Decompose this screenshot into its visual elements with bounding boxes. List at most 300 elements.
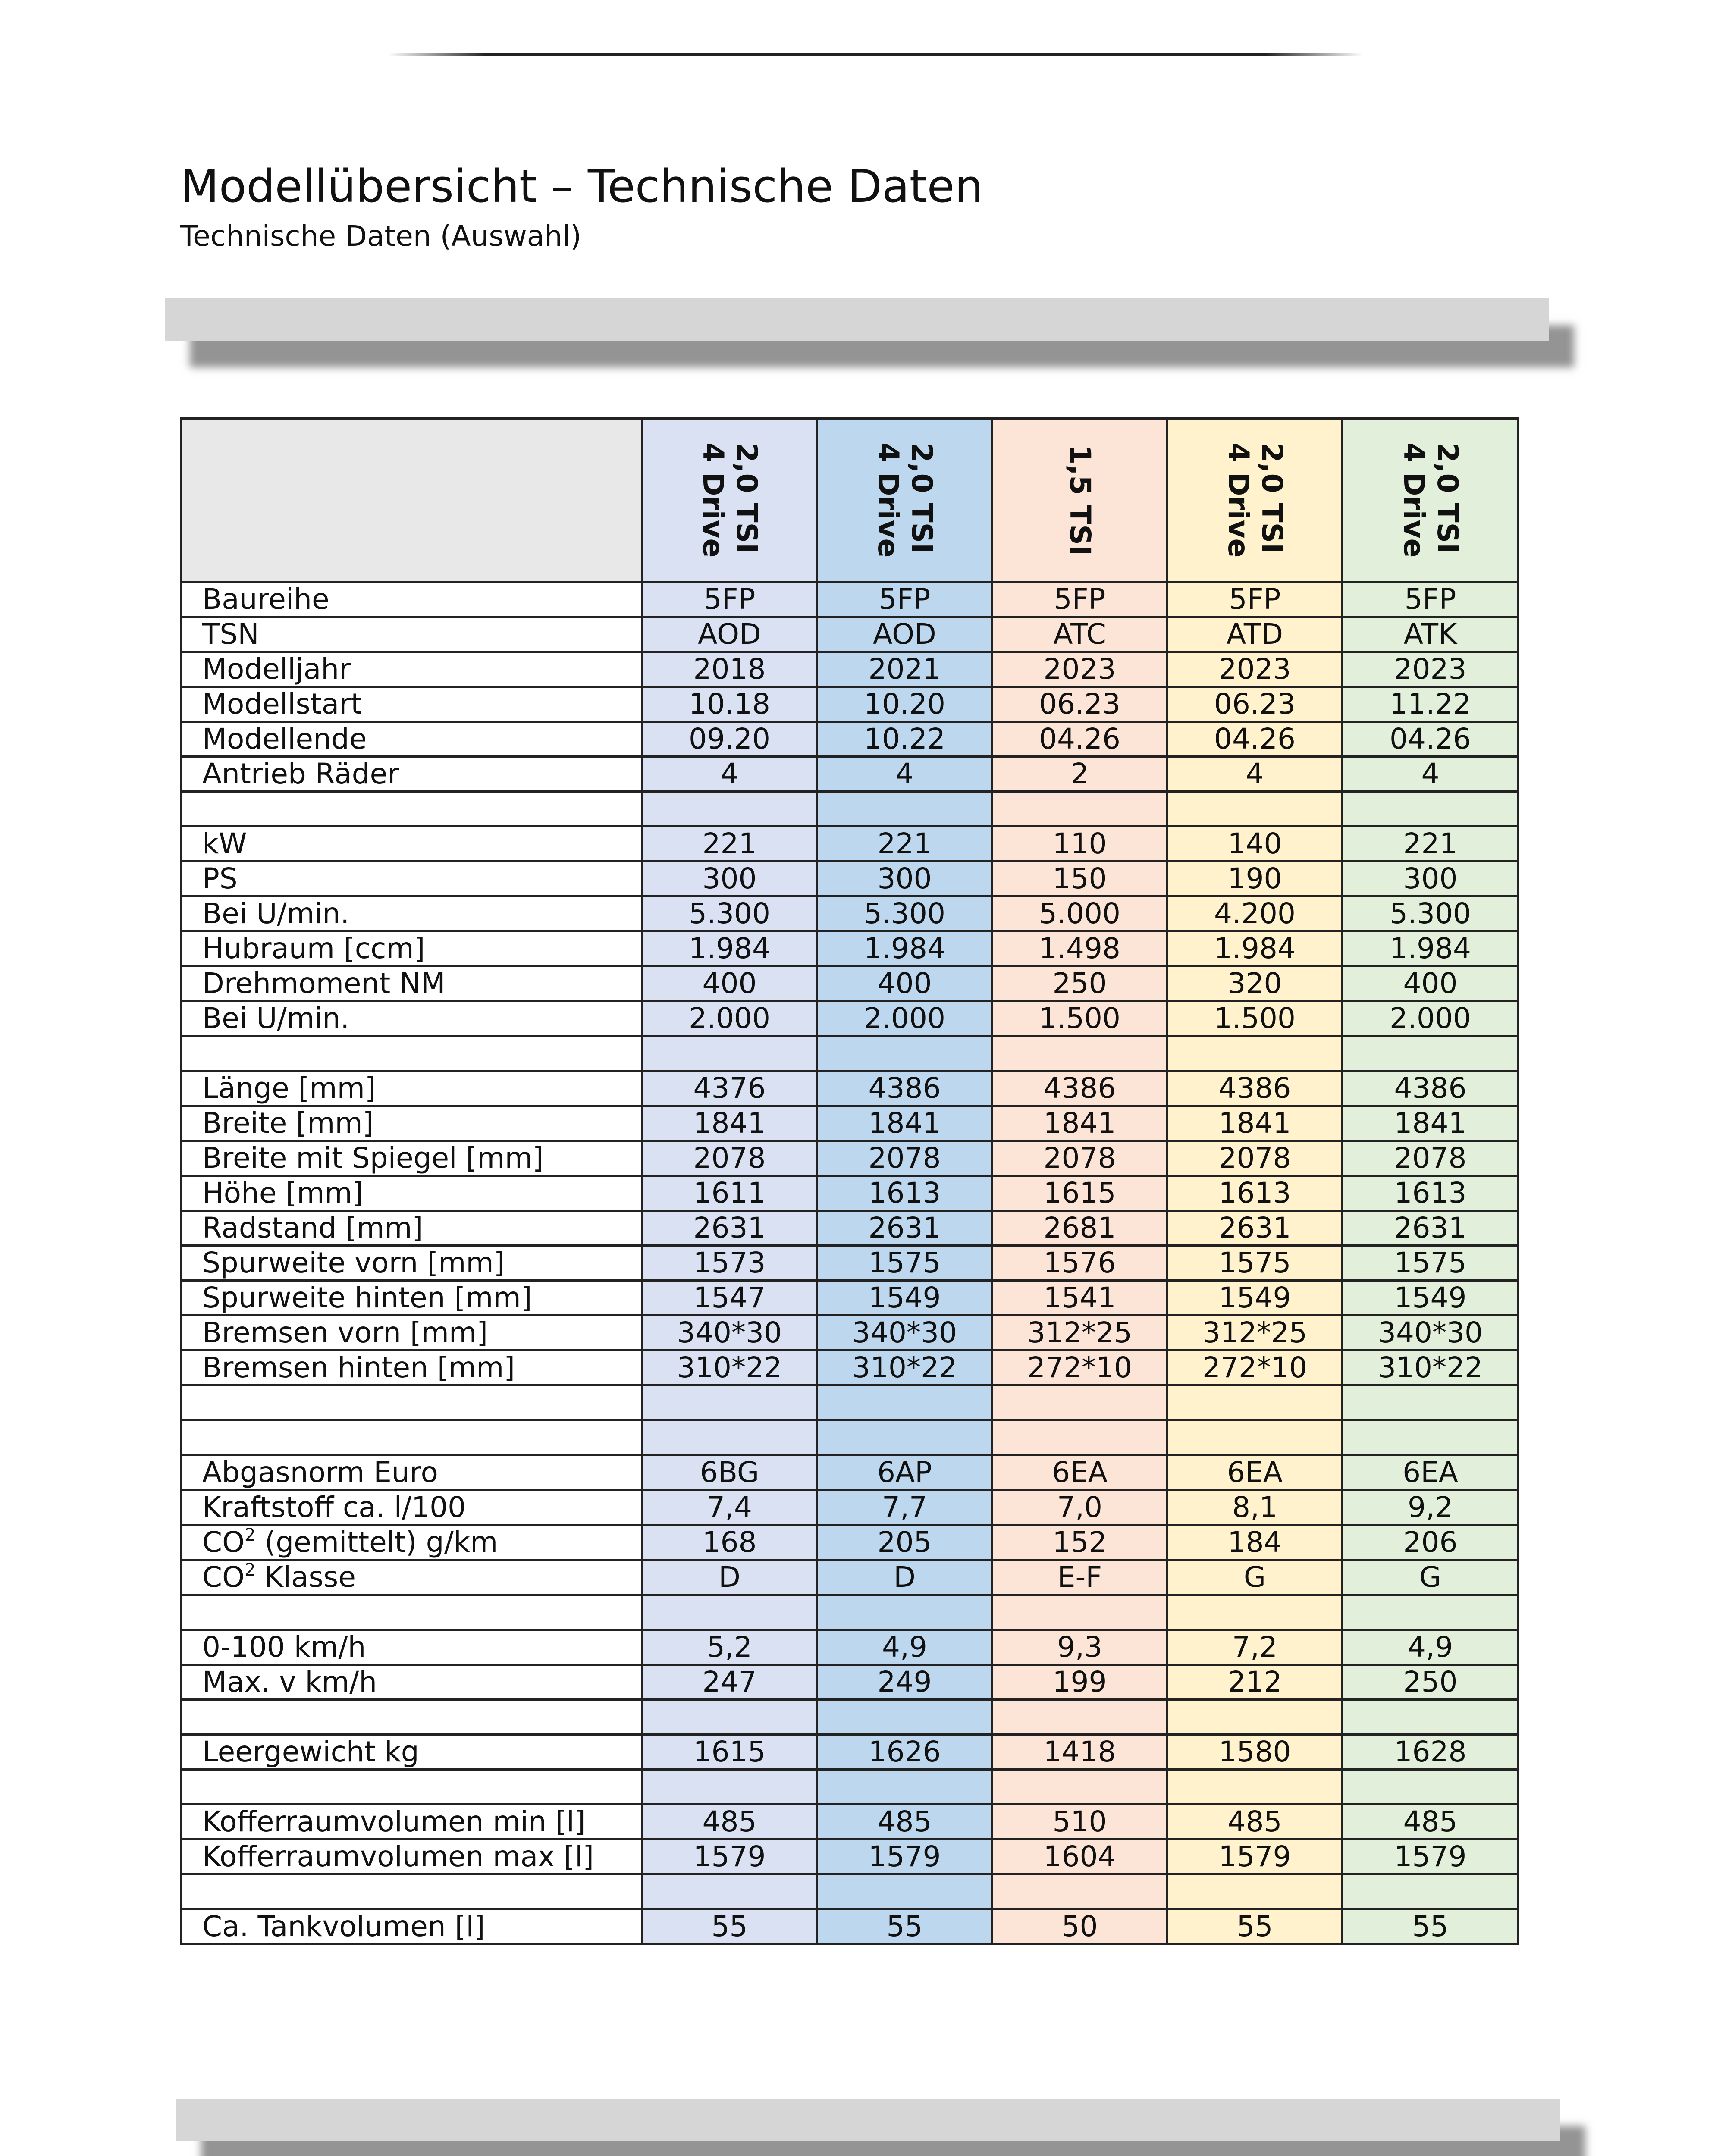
row-label-text: Bei U/min.: [202, 1002, 350, 1035]
table-cell: 1549: [817, 1281, 992, 1316]
table-cell: 55: [1343, 1909, 1519, 1944]
table-cell: G: [1343, 1560, 1519, 1595]
table-cell: 6EA: [1343, 1455, 1519, 1490]
table-cell: 249: [817, 1665, 992, 1700]
table-cell: [1343, 1700, 1519, 1735]
table-cell: 1575: [1343, 1246, 1519, 1281]
row-label: [182, 1560, 642, 1595]
row-label: [182, 1211, 642, 1246]
table-cell: 320: [1167, 966, 1343, 1001]
table-cell: 2021: [817, 652, 992, 687]
table-cell: 2.000: [1343, 1001, 1519, 1036]
table-cell: 400: [1343, 966, 1519, 1001]
table-row: [182, 687, 1519, 722]
row-label-text: Breite mit Spiegel [mm]: [202, 1141, 544, 1175]
table-row: [182, 966, 1519, 1001]
table-cell: 247: [642, 1665, 817, 1700]
table-cell: 1615: [992, 1176, 1167, 1211]
table-cell: 312*25: [1167, 1316, 1343, 1351]
table-cell: [992, 1036, 1167, 1071]
row-label: [182, 1176, 642, 1211]
table-cell: [1343, 1595, 1519, 1630]
row-label: [182, 1595, 642, 1630]
table-cell: 400: [642, 966, 817, 1001]
page-title: Modellübersicht – Technische Daten: [180, 160, 983, 213]
table-row: [182, 1595, 1519, 1630]
row-label: [182, 1525, 642, 1560]
table-cell: 55: [642, 1909, 817, 1944]
table-cell: 272*10: [1167, 1351, 1343, 1385]
table-cell: 1.500: [1167, 1001, 1343, 1036]
table-cell: 272*10: [992, 1351, 1167, 1385]
table-cell: 1575: [817, 1246, 992, 1281]
column-header-0: [642, 419, 817, 582]
table-cell: [817, 1595, 992, 1630]
row-label: [182, 1001, 642, 1036]
table-cell: 1841: [1343, 1106, 1519, 1141]
table-cell: G: [1167, 1560, 1343, 1595]
table-row: [182, 827, 1519, 862]
table-cell: [642, 1595, 817, 1630]
table-row: [182, 582, 1519, 617]
footer-band: [176, 2099, 1560, 2141]
row-label-text: Kofferraumvolumen max [l]: [202, 1840, 594, 1873]
table-cell: 221: [817, 827, 992, 862]
table-cell: 2631: [1343, 1211, 1519, 1246]
row-label: [182, 1141, 642, 1176]
column-header-4: [1343, 419, 1519, 582]
table-cell: 199: [992, 1665, 1167, 1700]
table-cell: [642, 1036, 817, 1071]
table-cell: 7,0: [992, 1490, 1167, 1525]
table-cell: [817, 792, 992, 827]
table-cell: 06.23: [992, 687, 1167, 722]
table-cell: 6AP: [817, 1455, 992, 1490]
table-cell: 2078: [992, 1141, 1167, 1176]
table-cell: 1.984: [642, 931, 817, 966]
column-header-3: [1167, 419, 1343, 582]
table-cell: [1343, 1420, 1519, 1455]
table-cell: 4: [1343, 757, 1519, 792]
table-cell: 1579: [1167, 1839, 1343, 1874]
row-label-text: Modellende: [202, 722, 367, 755]
table-cell: E-F: [992, 1560, 1167, 1595]
row-label-text: Modelljahr: [202, 652, 351, 686]
table-cell: 1549: [1167, 1281, 1343, 1316]
table-header-row: [182, 419, 1519, 582]
table-cell: 2631: [817, 1211, 992, 1246]
table-cell: 206: [1343, 1525, 1519, 1560]
table-row: [182, 1141, 1519, 1176]
table-cell: 485: [817, 1805, 992, 1839]
table-cell: ATK: [1343, 617, 1519, 652]
table-cell: ATC: [992, 617, 1167, 652]
table-cell: 2631: [1167, 1211, 1343, 1246]
table-cell: 1547: [642, 1281, 817, 1316]
table-row: [182, 1281, 1519, 1316]
table-cell: 340*30: [817, 1316, 992, 1351]
table-cell: 1418: [992, 1735, 1167, 1770]
table-cell: AOD: [817, 617, 992, 652]
table-cell: [992, 1595, 1167, 1630]
table-cell: 485: [1343, 1805, 1519, 1839]
row-label-text: Hubraum [ccm]: [202, 932, 425, 965]
column-header-line1: 2,0 TSI: [905, 442, 938, 554]
table-cell: 150: [992, 862, 1167, 896]
row-label-text: Leergewicht kg: [202, 1735, 419, 1768]
table-cell: 310*22: [642, 1351, 817, 1385]
table-cell: [817, 1036, 992, 1071]
row-label: [182, 1351, 642, 1385]
table-cell: [1167, 1874, 1343, 1909]
table-row: [182, 1211, 1519, 1246]
table-cell: 4: [642, 757, 817, 792]
row-label: [182, 1490, 642, 1525]
table-cell: 4386: [1167, 1071, 1343, 1106]
table-cell: [642, 1874, 817, 1909]
table-cell: [817, 1700, 992, 1735]
table-cell: [992, 1420, 1167, 1455]
table-cell: D: [817, 1560, 992, 1595]
table-cell: 4376: [642, 1071, 817, 1106]
row-label: [182, 931, 642, 966]
table-cell: 6EA: [1167, 1455, 1343, 1490]
table-row: [182, 931, 1519, 966]
table-cell: 11.22: [1343, 687, 1519, 722]
table-row: [182, 1455, 1519, 1490]
table-cell: 1.984: [1343, 931, 1519, 966]
table-cell: 4: [817, 757, 992, 792]
row-label: [182, 687, 642, 722]
table-cell: 2023: [1167, 652, 1343, 687]
row-label: [182, 617, 642, 652]
row-label: [182, 1316, 642, 1351]
table-cell: 5FP: [1167, 582, 1343, 617]
row-label-text: Radstand [mm]: [202, 1211, 424, 1244]
table-cell: 10.20: [817, 687, 992, 722]
table-row: [182, 1001, 1519, 1036]
row-label: [182, 1106, 642, 1141]
table-cell: 152: [992, 1525, 1167, 1560]
table-cell: 5FP: [642, 582, 817, 617]
table-row: [182, 896, 1519, 931]
table-cell: 04.26: [992, 722, 1167, 757]
table-cell: 2023: [1343, 652, 1519, 687]
row-label-text: CO: [202, 1526, 245, 1559]
row-label: [182, 1420, 642, 1455]
table-cell: 5FP: [817, 582, 992, 617]
table-cell: 04.26: [1343, 722, 1519, 757]
table-cell: [1343, 1770, 1519, 1805]
table-cell: 1.984: [1167, 931, 1343, 966]
table-row: [182, 1770, 1519, 1805]
table-row: [182, 1176, 1519, 1211]
row-label-text: Spurweite hinten [mm]: [202, 1281, 532, 1314]
table-cell: [1167, 1420, 1343, 1455]
table-cell: 4,9: [1343, 1630, 1519, 1665]
column-header-1: [817, 419, 992, 582]
row-label-text: Baureihe: [202, 583, 329, 616]
table-cell: [1343, 1036, 1519, 1071]
table-cell: 2078: [1343, 1141, 1519, 1176]
table-cell: 1615: [642, 1735, 817, 1770]
column-header-line2: 4 Drive: [696, 442, 730, 558]
row-label: [182, 896, 642, 931]
row-label-text: Drehmoment NM: [202, 967, 446, 1000]
table-cell: 1841: [817, 1106, 992, 1141]
table-cell: 221: [642, 827, 817, 862]
table-cell: [642, 1385, 817, 1420]
table-cell: 9,3: [992, 1630, 1167, 1665]
table-cell: [817, 1874, 992, 1909]
table-cell: [642, 792, 817, 827]
table-cell: 8,1: [1167, 1490, 1343, 1525]
table-cell: [817, 1385, 992, 1420]
table-cell: 4,9: [817, 1630, 992, 1665]
table-cell: 2078: [1167, 1141, 1343, 1176]
table-cell: 7,2: [1167, 1630, 1343, 1665]
header-band: [165, 298, 1549, 341]
table-row: [182, 1909, 1519, 1944]
row-label-text: Bei U/min.: [202, 897, 350, 930]
table-cell: [1343, 1385, 1519, 1420]
row-label-superscript: 2: [245, 1560, 256, 1580]
spec-table: [180, 417, 1519, 1945]
row-label-suffix: Klasse: [255, 1561, 356, 1594]
table-cell: [992, 1770, 1167, 1805]
table-cell: [1167, 1036, 1343, 1071]
table-corner-cell: [182, 419, 642, 582]
row-label-text: Abgasnorm Euro: [202, 1456, 438, 1489]
column-header-2: [992, 419, 1167, 582]
column-header-line1: 2,0 TSI: [730, 442, 763, 554]
table-cell: 2681: [992, 1211, 1167, 1246]
table-cell: 50: [992, 1909, 1167, 1944]
row-label: [182, 1036, 642, 1071]
table-cell: 2078: [642, 1141, 817, 1176]
table-row: [182, 1525, 1519, 1560]
table-cell: [642, 1770, 817, 1805]
row-label: [182, 862, 642, 896]
row-label-text: TSN: [202, 617, 259, 651]
row-label: [182, 1874, 642, 1909]
top-divider: [388, 53, 1363, 56]
column-header-line2: 4 Drive: [871, 442, 905, 558]
table-cell: 1579: [1343, 1839, 1519, 1874]
table-cell: 5.300: [1343, 896, 1519, 931]
table-cell: 205: [817, 1525, 992, 1560]
table-cell: 300: [817, 862, 992, 896]
table-row: [182, 1700, 1519, 1735]
table-cell: D: [642, 1560, 817, 1595]
table-row: [182, 1874, 1519, 1909]
row-label-text: Höhe [mm]: [202, 1176, 364, 1210]
table-cell: 2.000: [642, 1001, 817, 1036]
table-cell: 140: [1167, 827, 1343, 862]
table-row: [182, 1665, 1519, 1700]
row-label-text: Bremsen vorn [mm]: [202, 1316, 488, 1349]
table-row: [182, 1420, 1519, 1455]
table-cell: 1628: [1343, 1735, 1519, 1770]
table-row: [182, 722, 1519, 757]
row-label-text: Modellstart: [202, 687, 362, 721]
table-cell: 1611: [642, 1176, 817, 1211]
row-label: [182, 1630, 642, 1665]
table-row: [182, 1560, 1519, 1595]
table-row: [182, 652, 1519, 687]
table-cell: 4: [1167, 757, 1343, 792]
table-row: [182, 1246, 1519, 1281]
table-cell: 10.18: [642, 687, 817, 722]
table-cell: 09.20: [642, 722, 817, 757]
table-cell: [642, 1700, 817, 1735]
row-label-text: Kofferraumvolumen min [l]: [202, 1805, 586, 1838]
table-cell: 300: [642, 862, 817, 896]
row-label-text: PS: [202, 862, 238, 895]
column-header-line1: 1,5 TSI: [1063, 445, 1097, 556]
table-row: [182, 1071, 1519, 1106]
table-cell: 4386: [817, 1071, 992, 1106]
row-label-text: Kraftstoff ca. l/100: [202, 1491, 466, 1524]
table-cell: 4.200: [1167, 896, 1343, 931]
table-cell: 1613: [817, 1176, 992, 1211]
table-row: [182, 1385, 1519, 1420]
row-label-text: Länge [mm]: [202, 1072, 376, 1105]
table-cell: [1343, 792, 1519, 827]
row-label: [182, 1909, 642, 1944]
table-cell: 1573: [642, 1246, 817, 1281]
table-cell: 2023: [992, 652, 1167, 687]
row-label-text: Bremsen hinten [mm]: [202, 1351, 515, 1384]
row-label-text: 0-100 km/h: [202, 1630, 366, 1664]
table-cell: 2.000: [817, 1001, 992, 1036]
table-cell: 9,2: [1343, 1490, 1519, 1525]
table-row: [182, 1351, 1519, 1385]
table-cell: [817, 1770, 992, 1805]
table-row: [182, 1036, 1519, 1071]
row-label-suffix: (gemittelt) g/km: [255, 1526, 498, 1559]
row-label: [182, 1385, 642, 1420]
page-subtitle: Technische Daten (Auswahl): [180, 219, 582, 253]
table-cell: 10.22: [817, 722, 992, 757]
table-cell: 5.300: [817, 896, 992, 931]
row-label: [182, 1805, 642, 1839]
row-label: [182, 1665, 642, 1700]
table-cell: 5.300: [642, 896, 817, 931]
table-cell: 300: [1343, 862, 1519, 896]
table-cell: 2018: [642, 652, 817, 687]
table-cell: 1.498: [992, 931, 1167, 966]
table-cell: 485: [1167, 1805, 1343, 1839]
table-cell: 1576: [992, 1246, 1167, 1281]
table-cell: 7,4: [642, 1490, 817, 1525]
table-cell: 1604: [992, 1839, 1167, 1874]
row-label: [182, 1281, 642, 1316]
table-cell: 4386: [992, 1071, 1167, 1106]
table-cell: 5FP: [992, 582, 1167, 617]
table-row: [182, 862, 1519, 896]
table-cell: 1613: [1167, 1176, 1343, 1211]
table-cell: 221: [1343, 827, 1519, 862]
table-cell: [1167, 1595, 1343, 1630]
table-cell: 7,7: [817, 1490, 992, 1525]
table-cell: 1841: [992, 1106, 1167, 1141]
table-cell: 250: [1343, 1665, 1519, 1700]
row-label-text: Max. v km/h: [202, 1665, 377, 1698]
row-label-superscript: 2: [245, 1525, 256, 1545]
table-cell: 55: [1167, 1909, 1343, 1944]
row-label: [182, 1246, 642, 1281]
table-cell: 6BG: [642, 1455, 817, 1490]
table-cell: 6EA: [992, 1455, 1167, 1490]
table-row: [182, 757, 1519, 792]
table-cell: 168: [642, 1525, 817, 1560]
table-cell: 110: [992, 827, 1167, 862]
table-cell: 5FP: [1343, 582, 1519, 617]
table-cell: 55: [817, 1909, 992, 1944]
table-cell: 1579: [642, 1839, 817, 1874]
table-cell: [992, 792, 1167, 827]
column-header-line2: 4 Drive: [1221, 442, 1255, 558]
column-header-line1: 2,0 TSI: [1431, 442, 1464, 554]
column-header-line1: 2,0 TSI: [1255, 442, 1289, 554]
row-label: [182, 1071, 642, 1106]
table-cell: 310*22: [1343, 1351, 1519, 1385]
table-cell: 400: [817, 966, 992, 1001]
row-label-text: Antrieb Räder: [202, 757, 399, 790]
row-label-text: kW: [202, 827, 247, 860]
row-label: [182, 722, 642, 757]
table-cell: [642, 1420, 817, 1455]
row-label: [182, 582, 642, 617]
table-cell: 06.23: [1167, 687, 1343, 722]
table-cell: 340*30: [1343, 1316, 1519, 1351]
table-cell: 5,2: [642, 1630, 817, 1665]
table-cell: 2078: [817, 1141, 992, 1176]
row-label: [182, 827, 642, 862]
table-cell: 190: [1167, 862, 1343, 896]
table-cell: 4386: [1343, 1071, 1519, 1106]
row-label: [182, 792, 642, 827]
table-cell: [992, 1700, 1167, 1735]
table-cell: 310*22: [817, 1351, 992, 1385]
table-row: [182, 1490, 1519, 1525]
column-header-line2: 4 Drive: [1397, 442, 1431, 558]
table-cell: 485: [642, 1805, 817, 1839]
table-cell: 1580: [1167, 1735, 1343, 1770]
table-cell: 184: [1167, 1525, 1343, 1560]
table-cell: 1541: [992, 1281, 1167, 1316]
table-cell: AOD: [642, 617, 817, 652]
row-label-text: Breite [mm]: [202, 1106, 374, 1140]
table-cell: ATD: [1167, 617, 1343, 652]
table-cell: [1167, 1700, 1343, 1735]
table-row: [182, 1316, 1519, 1351]
row-label: [182, 1735, 642, 1770]
table-cell: 04.26: [1167, 722, 1343, 757]
row-label: [182, 652, 642, 687]
table-cell: 2631: [642, 1211, 817, 1246]
table-row: [182, 1805, 1519, 1839]
table-cell: [1167, 792, 1343, 827]
table-row: [182, 1839, 1519, 1874]
table-cell: [1167, 1770, 1343, 1805]
table-cell: 510: [992, 1805, 1167, 1839]
table-cell: 5.000: [992, 896, 1167, 931]
row-label: [182, 1770, 642, 1805]
row-label: [182, 1839, 642, 1874]
row-label: [182, 1700, 642, 1735]
